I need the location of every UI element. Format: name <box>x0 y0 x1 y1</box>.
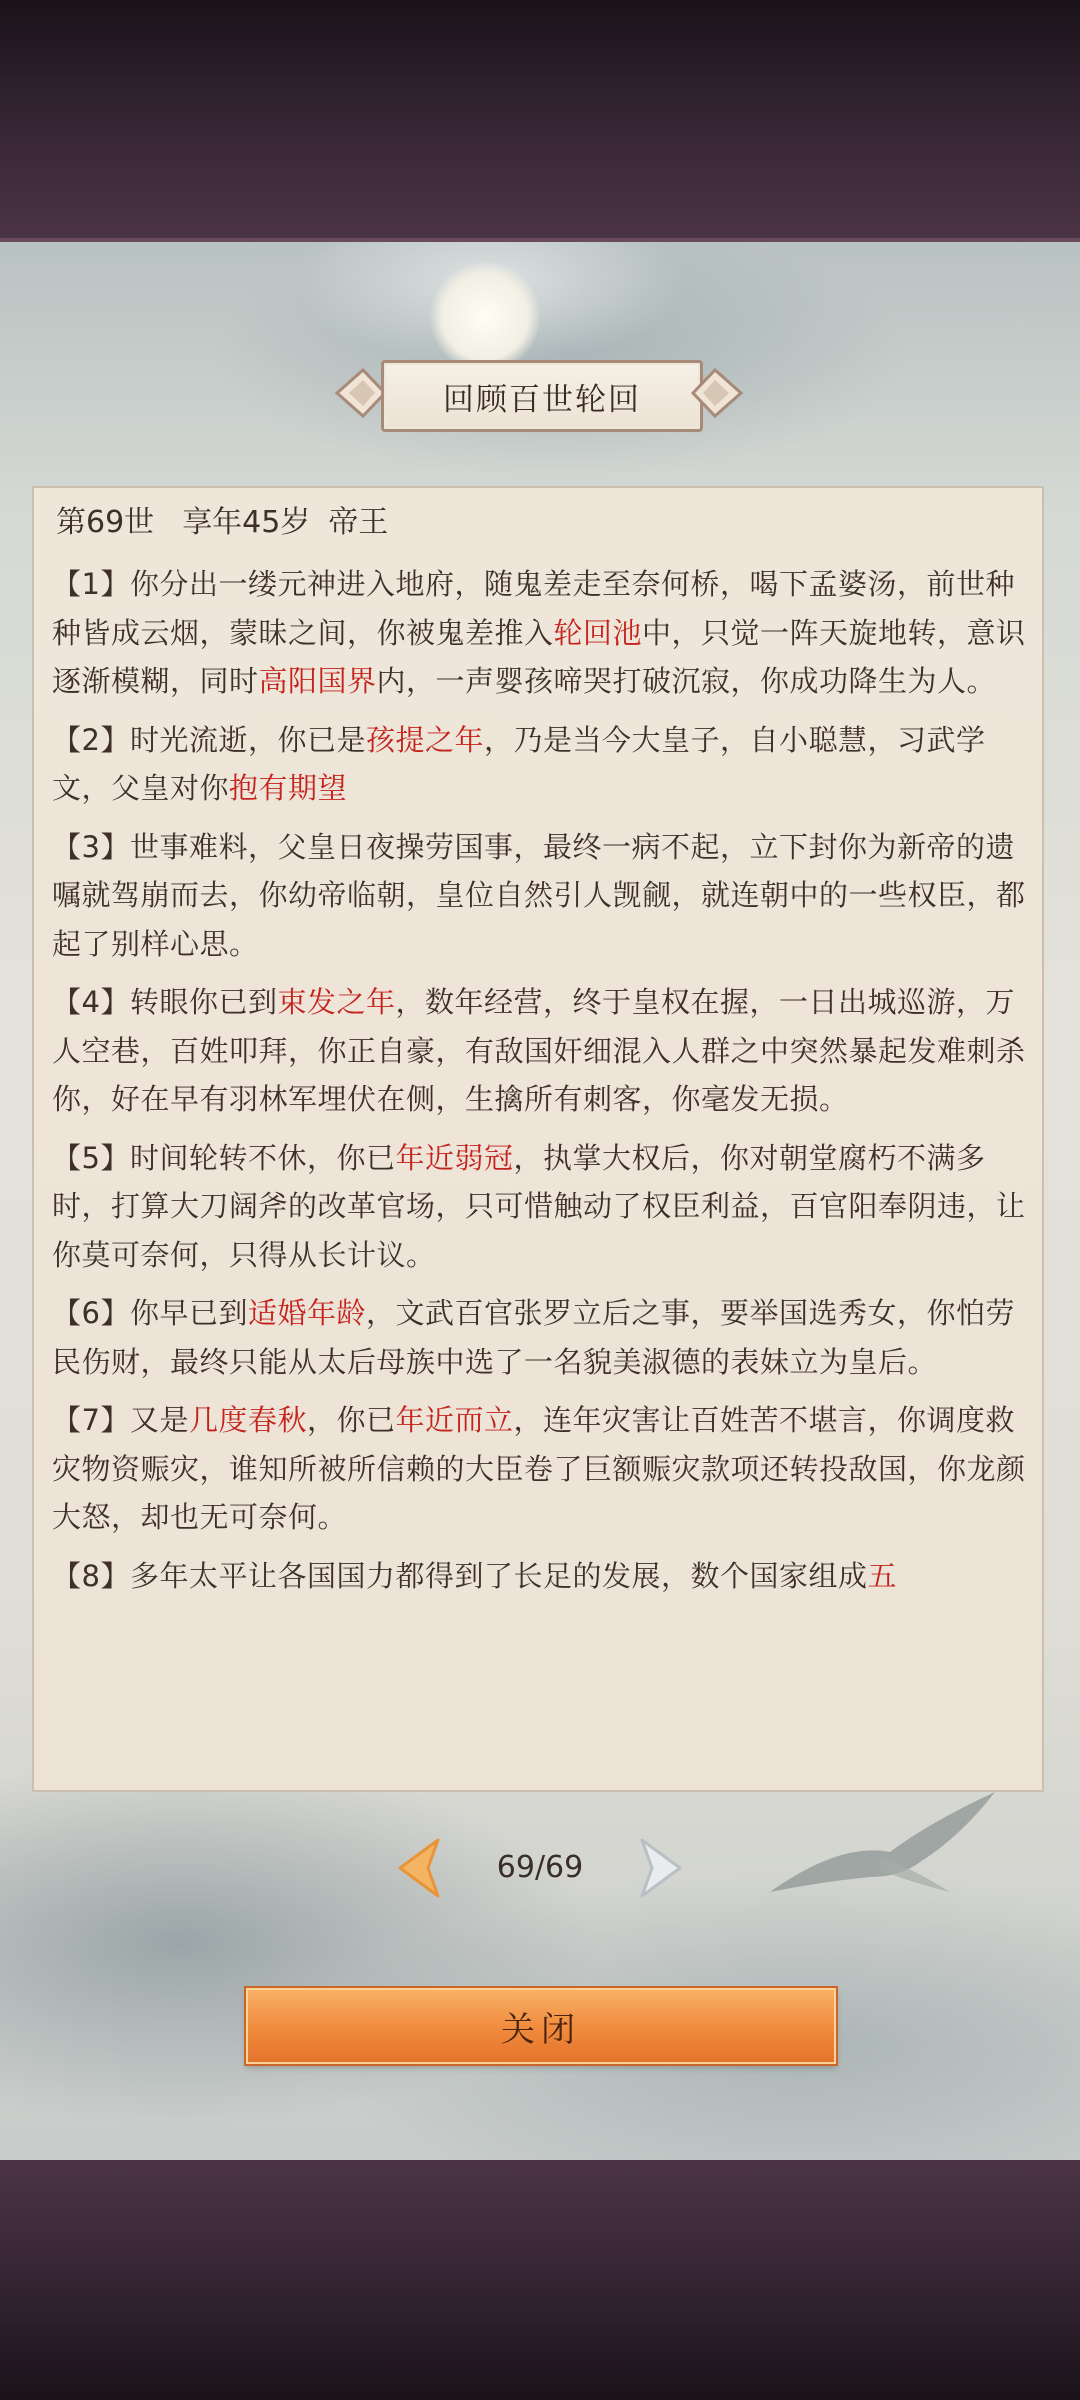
event-entry <box>52 560 1028 706</box>
title-banner <box>333 354 745 432</box>
event-text: ，执掌大权后，你对朝堂腐朽不满多时，打算大刀阔斧的改革官场，只可惜触动了权臣利益，百官阳奉阴违，让你莫可奈何，只得从长计议。 <box>52 1140 1026 1272</box>
life-summary <box>52 496 1028 550</box>
reincarnation-review-panel <box>0 238 1080 2168</box>
life-record-list <box>52 496 1028 1600</box>
arrow-right-icon[interactable] <box>632 1836 690 1900</box>
page-indicator: 69/69 <box>496 1850 584 1885</box>
role-label: 帝王 <box>328 505 389 540</box>
highlighted-keyword: 几度春秋 <box>188 1403 307 1437</box>
pagination <box>390 1830 690 1910</box>
event-text: ，你已 <box>306 1403 396 1437</box>
event-entry <box>52 1396 1028 1542</box>
event-text: ，数年经营，终于皇权在握，一日出城巡游，万人空巷，百姓叩拜，你正自豪，有敌国奸细混入人群之中突然暴起发难刺杀你，好在早有羽林军埋伏在侧，生擒所有刺客，你毫发无损。 <box>52 985 1026 1116</box>
generation-label: 第69世 <box>56 505 155 540</box>
highlighted-keyword: 高阳国界 <box>258 664 377 698</box>
event-text: 内，一声婴孩啼哭打破沉寂，你成功降生为人。 <box>376 664 997 698</box>
event-text: 【5】时间轮转不休，你已 <box>52 1140 396 1175</box>
event-text: 中，只觉一阵天旋地转，意识逐渐模糊，同时 <box>52 615 1026 698</box>
event-text: 【6】你早已到 <box>52 1296 248 1330</box>
page-title: 回顾百世轮回 <box>381 360 703 432</box>
event-entry <box>52 1552 1028 1601</box>
age-label: 享年45岁 <box>182 505 311 540</box>
event-entry <box>52 1289 1028 1386</box>
top-backdrop <box>0 0 1080 240</box>
highlighted-keyword: 五 <box>867 1558 897 1593</box>
event-text: 【7】又是 <box>52 1403 189 1437</box>
event-text: 【3】世事难料，父皇日夜操劳国事，最终一病不起，立下封你为新帝的遗嘱就驾崩而去，你幼帝临朝，皇位自然引人觊觎，就连朝中的一些权臣，都起了别样心思。 <box>52 829 1026 961</box>
highlighted-keyword: 抱有期望 <box>229 771 348 805</box>
close-button[interactable]: 关闭 <box>246 1988 836 2064</box>
event-list <box>52 560 1028 1600</box>
highlighted-keyword: 孩提之年 <box>365 722 484 757</box>
event-text: 【8】多年太平让各国国力都得到了长足的发展，数个国家组成 <box>52 1558 868 1593</box>
arrow-left-icon[interactable] <box>390 1836 448 1900</box>
highlighted-keyword: 束发之年 <box>277 985 396 1019</box>
crane-decoration <box>760 1782 1000 1912</box>
bottom-backdrop <box>0 2160 1080 2400</box>
event-text: 【1】你分出一缕元神进入地府，随鬼差走至奈何桥，喝下孟婆汤，前世种种皆成云烟，蒙昧之间，你被鬼差推入 <box>52 567 1015 650</box>
highlighted-keyword: 年近而立 <box>395 1403 514 1437</box>
highlighted-keyword: 轮回池 <box>553 615 643 650</box>
event-text: 【4】转眼你已到 <box>52 985 278 1019</box>
event-entry <box>52 1134 1028 1280</box>
life-record-scroll[interactable] <box>32 486 1044 1792</box>
event-text: ，文武百官张罗立后之事，要举国选秀女，你怕劳民伤财，最终只能从太后母族中选了一名貌美淑德的表妹立为皇后。 <box>52 1296 1015 1379</box>
event-entry <box>52 823 1028 969</box>
event-text: ，连年灾害让百姓苦不堪言，你调度救灾物资赈灾，谁知所被所信赖的大臣卷了巨额赈灾款项还转投敌国，你龙颜大怒，却也无可奈何。 <box>52 1403 1026 1534</box>
banner-ornament-icon <box>691 364 745 422</box>
event-text: ，乃是当今大皇子，自小聪慧，习武学文，父皇对你 <box>52 722 986 805</box>
highlighted-keyword: 年近弱冠 <box>395 1140 514 1175</box>
banner-ornament-icon <box>333 364 387 422</box>
event-entry <box>52 716 1028 813</box>
event-entry <box>52 978 1028 1124</box>
event-text: 【2】时光流逝，你已是 <box>52 722 366 757</box>
highlighted-keyword: 适婚年龄 <box>247 1296 366 1330</box>
